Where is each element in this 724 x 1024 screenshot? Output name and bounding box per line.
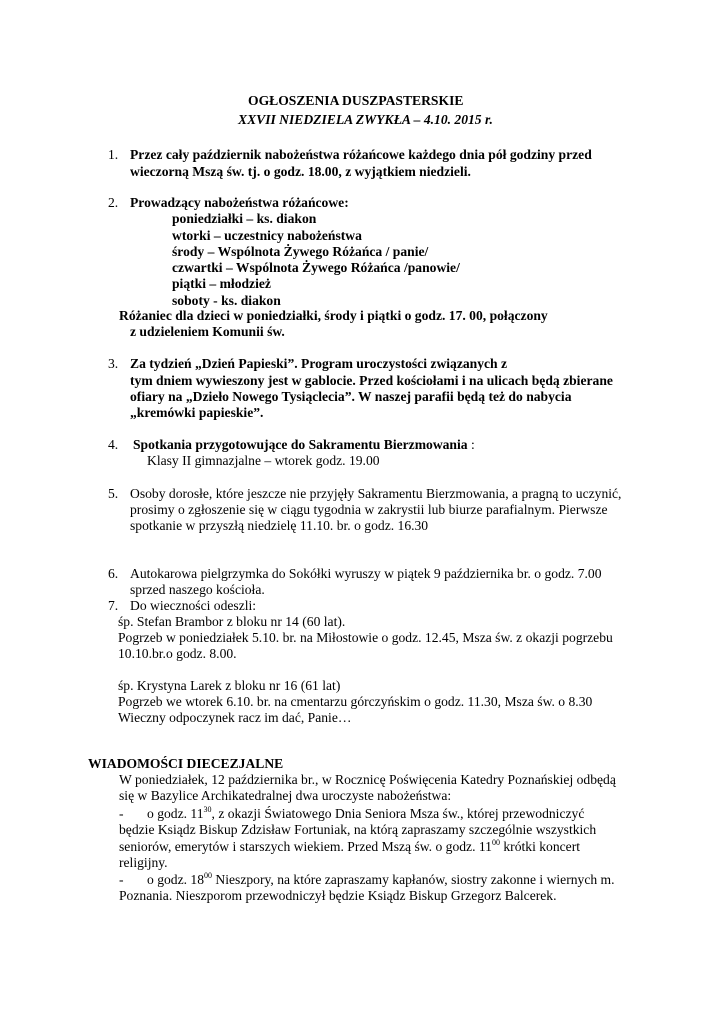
item-4-line-2: Klasy II gimnazjalne – wtorek godz. 19.00 [147, 453, 380, 468]
mass-time-minutes: 30 [203, 805, 212, 814]
diocese-news-heading: WIADOMOŚCI DIECEZJALNE [88, 756, 284, 771]
vespers-time-text: o godz. 18 [147, 872, 205, 887]
diocese-line-3 [147, 805, 584, 822]
diocese-line-2: się w Bazylice Archikatedralnej dwa uroczyste nabożeństwa: [119, 788, 452, 803]
item-5-line-3: spotkanie w przyszłą niedzielę 11.10. br. o godz. 16.30 [130, 518, 429, 533]
item-number-6: 6. [108, 566, 119, 581]
rosary-schedule-row: poniedziałki – ks. diakon [172, 211, 317, 226]
obituary-2-line-1: śp. Krystyna Larek z bloku nr 16 (61 lat) [118, 678, 341, 693]
diocese-line-7 [147, 871, 615, 888]
senior-day-text: , z okazji Światowego Dnia Seniora Msza św., której przewodniczyć [211, 806, 585, 821]
item-6-line-2: sprzed naszego kościoła. [130, 582, 265, 597]
diocese-line-8: Poznania. Nieszporom przewodniczył będzie Ksiądz Biskup Grzegorz Balcerek. [119, 888, 557, 903]
item-number-2: 2. [108, 195, 119, 210]
item-4-heading [133, 436, 475, 453]
rosary-schedule-row: środy – Wspólnota Żywego Różańca / panie/ [172, 244, 429, 259]
rosary-schedule-row: piątki – młodzież [172, 276, 271, 291]
confirmation-meetings-label: Spotkania przygotowujące do Sakramentu Bierzmowania [133, 437, 468, 452]
obituary-1-line-3: 10.10.br.o godz. 8.00. [118, 646, 237, 661]
rosary-schedule-row: wtorki – uczestnicy nabożeństwa [172, 228, 362, 243]
vespers-time-minutes: 00 [204, 871, 213, 880]
diocese-line-5 [119, 838, 580, 855]
diocese-line-1: W poniedziałek, 12 października br., w Rocznicę Poświęcenia Katedry Poznańskiej odbędą [119, 772, 616, 787]
kids-rosary-line-1: Różaniec dla dzieci w poniedziałki, środy i piątki o godz. 17. 00, połączony [119, 308, 548, 323]
page-subtitle: XXVII NIEDZIELA ZWYKŁA – 4.10. 2015 r. [238, 112, 493, 127]
item-number-3: 3. [108, 356, 119, 371]
item-number-5: 5. [108, 486, 119, 501]
colon: : [467, 437, 475, 452]
vespers-text: Nieszpory, na które zapraszamy kapłanów, siostry zakonne i wiernych m. [212, 872, 615, 887]
seniors-text: seniorów, emerytów i starszych wiekiem. Przed Mszą św. o godz. 11 [119, 839, 492, 854]
item-1-line-2: wieczorną Mszą św. tj. o godz. 18.00, z wyjątkiem niedzieli. [130, 164, 471, 179]
item-5-line-2: prosimy o zgłoszenie się w ciągu tygodnia w zakrystii lub biurze parafialnym. Pierwsze [130, 502, 608, 517]
mass-time-text: o godz. 11 [147, 806, 204, 821]
item-6-line-1: Autokarowa pielgrzymka do Sokółki wyruszy w piątek 9 października br. o godz. 7.00 [130, 566, 602, 581]
page-title: OGŁOSZENIA DUSZPASTERSKIE [248, 93, 464, 108]
obituary-2-line-2: Pogrzeb we wtorek 6.10. br. na cmentarzu górczyńskim o godz. 11.30, Msza św. o 8.30 [118, 694, 593, 709]
item-number-4: 4. [108, 437, 119, 452]
item-1-line-1: Przez cały październik nabożeństwa różańcowe każdego dnia pół godziny przed [130, 147, 592, 162]
rosary-schedule-row: czwartki – Wspólnota Żywego Różańca /panowie/ [172, 260, 460, 275]
bullet-dash: - [119, 806, 124, 821]
item-number-7: 7. [108, 598, 119, 613]
item-3-line-1: Za tydzień „Dzień Papieski”. Program uroczystości związanych z [130, 356, 508, 371]
concert-text: krótki koncert [499, 839, 581, 854]
rosary-schedule-row: soboty - ks. diakon [172, 293, 281, 308]
obituary-1-line-1: śp. Stefan Brambor z bloku nr 14 (60 lat). [118, 614, 346, 629]
item-7-heading: Do wieczności odeszli: [130, 598, 257, 613]
concert-time-minutes: 00 [491, 838, 500, 847]
item-number-1: 1. [108, 147, 119, 162]
item-3-line-2: tym dniem wywieszony jest w gablocie. Przed kościołami i na ulicach będą zbierane [130, 373, 613, 388]
obituary-1-line-2: Pogrzeb w poniedziałek 5.10. br. na Miłostowie o godz. 12.45, Msza św. z okazji pogrzebu [118, 630, 613, 645]
item-2-heading: Prowadzący nabożeństwa różańcowe: [130, 195, 349, 210]
diocese-line-4: będzie Ksiądz Biskup Zdzisław Fortuniak, na którą zapraszamy szczególnie wszystkich [119, 822, 597, 837]
kids-rosary-line-2: z udzieleniem Komunii św. [130, 324, 285, 339]
diocese-line-6: religijny. [119, 855, 168, 870]
item-3-line-4: „kremówki papieskie”. [130, 405, 264, 420]
obituary-2-line-3: Wieczny odpoczynek racz im dać, Panie… [118, 710, 352, 725]
item-3-line-3: ofiary na „Dzieło Nowego Tysiąclecia”. W naszej parafii będą też do nabycia [130, 389, 572, 404]
bullet-dash: - [119, 872, 124, 887]
item-5-line-1: Osoby dorosłe, które jeszcze nie przyjęły Sakramentu Bierzmowania, a pragną to uczynić, [130, 486, 622, 501]
